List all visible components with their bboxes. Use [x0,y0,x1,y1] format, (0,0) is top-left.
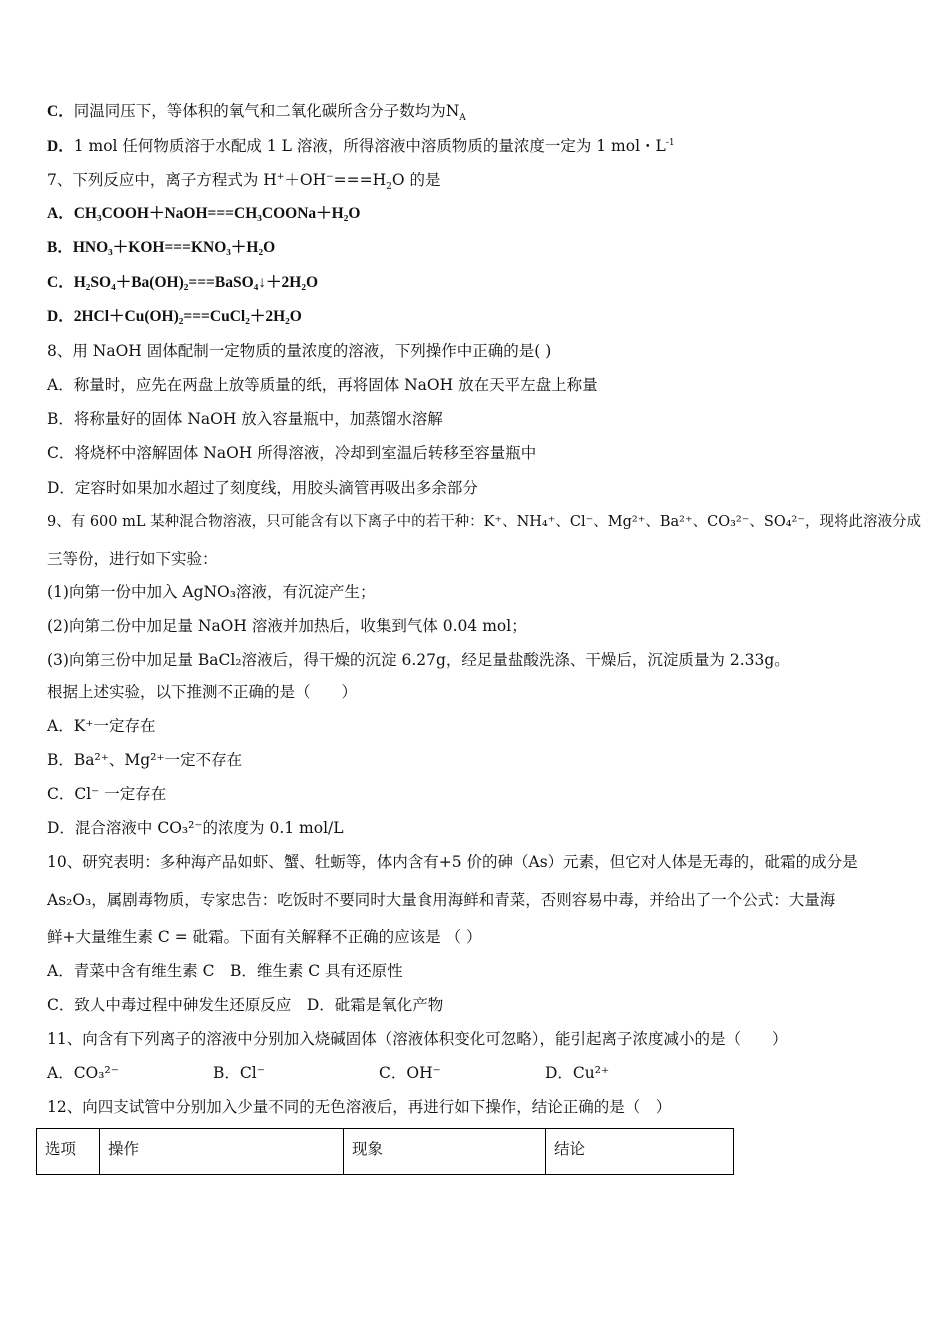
q6-option-c: C．同温同压下，等体积的氧气和二氧化碳所含分子数均为$N_A$ [47,102,466,124]
q8-option-b: B．将称量好的固体 NaOH 放入容量瓶中，加蒸馏水溶解 [47,410,443,428]
q6-option-d: D．1 mol 任何物质溶于水配成 1 L 溶液，所得溶液中溶质物质的量浓度一定为 1 mol・$L^{-1}$ [47,137,675,155]
q11-option-d: D．Cu²⁺ [545,1064,610,1082]
q7-option-a: A．CH₃COOH＋NaOH===CH₃COONa＋H₂O [47,205,361,222]
q11-option-b: B．Cl⁻ [213,1064,265,1082]
q11-option-c: C．OH⁻ [379,1064,441,1082]
q9-option-a: A．K⁺一定存在 [47,717,156,735]
table-header-phenomenon: 现象 [344,1129,546,1175]
q7-option-c: C．H₂SO₄＋Ba(OH)₂===BaSO₄↓＋2H₂O [47,274,319,291]
q10-stem-line2: As₂O₃，属剧毒物质，专家忠告：吃饭时不要同时大量食用海鲜和青菜，否则容易中毒，并给出了一个公式：大量海 [47,891,836,909]
q7-option-b: B．HNO₃＋KOH===KNO₃＋H₂O [47,239,276,256]
q9-stem-line1: 9、有 600 mL 某种混合物溶液，只可能含有以下离子中的若干种：K⁺、NH₄⁺、Cl⁻、Mg²⁺、Ba²⁺、CO₃²⁻、SO₄²⁻，现将此溶液分成 [47,514,921,530]
q9-option-c: C．Cl⁻ 一定存在 [47,785,167,803]
q8-option-d: D．定容时如果加水超过了刻度线，用胶头滴管再吸出多余部分 [47,479,478,497]
q11-stem: 11、向含有下列离子的溶液中分别加入烧碱固体（溶液体积变化可忽略），能引起离子浓度减小的是（ ） [47,1030,788,1048]
q10-options-cd: C．致人中毒过程中砷发生还原反应 D．砒霜是氧化产物 [47,996,444,1014]
q10-stem-line1: 10、研究表明：多种海产品如虾、蟹、牡蛎等，体内含有+5 价的砷（As）元素，但它对人体是无毒的，砒霜的成分是 [47,853,858,871]
q9-experiment-2: (2)向第二份中加足量 NaOH 溶液并加热后，收集到气体 0.04 mol； [47,617,527,635]
q10-stem-line3: 鲜+大量维生素 C = 砒霜。下面有关解释不正确的应该是 （ ） [47,928,482,946]
q9-option-d: D．混合溶液中 CO₃²⁻的浓度为 0.1 mol/L [47,819,344,837]
q8-stem: 8、用 NaOH 固体配制一定物质的量浓度的溶液，下列操作中正确的是( ) [47,342,552,360]
table-header-row [37,1129,734,1175]
q11-option-a: A．CO₃²⁻ [47,1064,119,1082]
q8-option-c: C．将烧杯中溶解固体 NaOH 所得溶液，冷却到室温后转移至容量瓶中 [47,444,537,462]
q9-stem-line2: 三等份，进行如下实验： [47,550,218,568]
table-header-operation: 操作 [100,1129,344,1175]
q9-option-b: B．Ba²⁺、Mg²⁺一定不存在 [47,751,243,769]
q12-table [36,1128,734,1175]
table-header-option: 选项 [37,1129,100,1175]
q9-experiment-1: (1)向第一份中加入 AgNO₃溶液，有沉淀产生； [47,583,376,601]
q7-stem: 7、下列反应中，离子方程式为 $H^++OH^-===H_2O$ 的是 [47,171,441,193]
q10-options-ab: A．青菜中含有维生素 C B．维生素 C 具有还原性 [47,962,403,980]
q7-option-d: D．2HCl＋Cu(OH)₂===CuCl₂＋2H₂O [47,308,302,325]
q12-stem: 12、向四支试管中分别加入少量不同的无色溶液后，再进行如下操作，结论正确的是（ ） [47,1098,672,1116]
q11-options [47,1063,711,1083]
q9-question: 根据上述实验，以下推测不正确的是（ ） [47,683,358,701]
q9-experiment-3: (3)向第三份中加足量 BaCl₂溶液后，得干燥的沉淀 6.27g，经足量盐酸洗涤、干燥后，沉淀质量为 2.33g。 [47,651,790,669]
table-header-conclusion: 结论 [546,1129,734,1175]
q8-option-a: A．称量时，应先在两盘上放等质量的纸，再将固体 NaOH 放在天平左盘上称量 [47,376,598,394]
